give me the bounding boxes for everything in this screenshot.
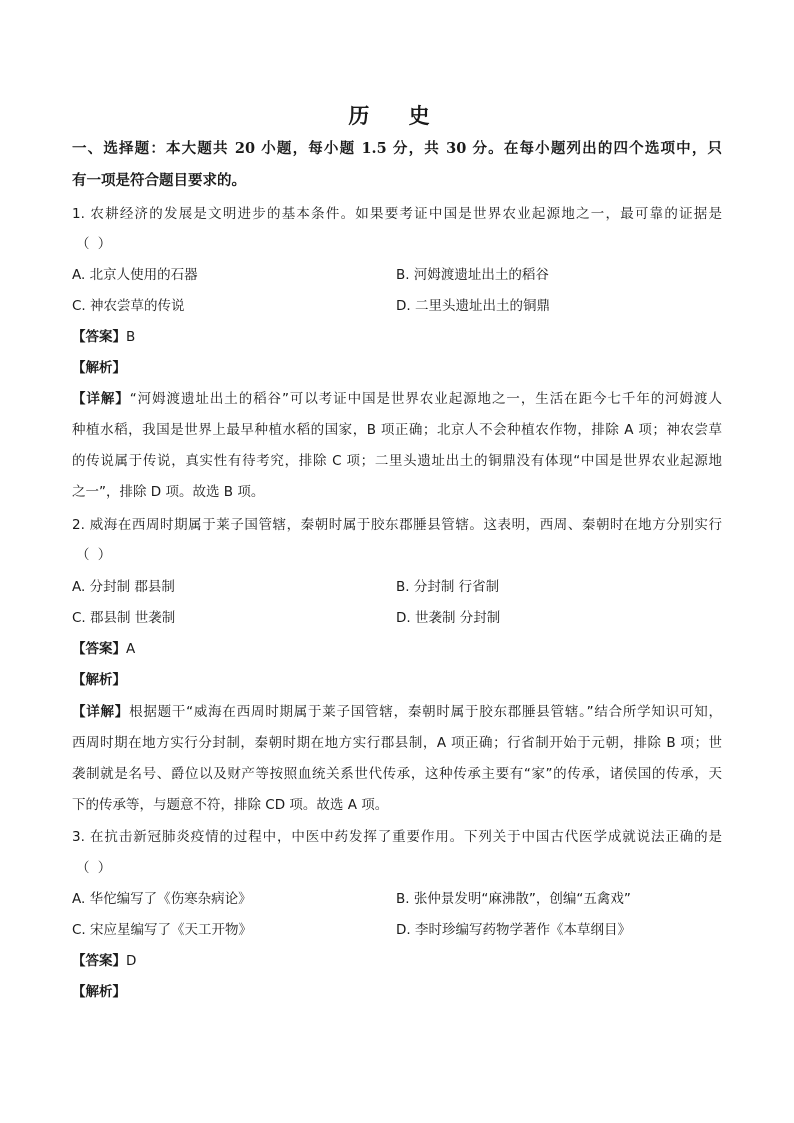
- question-1-detail-line-4: 之一”，排除 D 项。故选 B 项。: [72, 484, 265, 500]
- question-3-option-c: C. 宋应星编写了《天工开物》: [72, 922, 253, 938]
- answer-value: B: [126, 329, 136, 345]
- question-2-detail-line-1: [72, 702, 722, 722]
- detail-tag: 【详解】: [72, 391, 130, 407]
- answer-value: D: [126, 953, 137, 969]
- question-2-option-a: A. 分封制 郡县制: [72, 579, 175, 595]
- question-3-option-a: A. 华佗编写了《伤寒杂病论》: [72, 891, 252, 907]
- question-1-option-c: C. 神农尝草的传说: [72, 298, 185, 314]
- question-2-detail-line-2: 西周时期在地方实行分封制，秦朝时期在地方实行郡县制，A 项正确；行省制开始于元朝，排除 B 项；世: [72, 735, 722, 751]
- answer-tag: 【答案】: [72, 641, 126, 657]
- question-3-option-d: D. 李时珍编写药物学著作《本草纲目》: [396, 922, 631, 938]
- question-1-detail-line-2: 种植水稻，我国是世界上最早种植水稻的国家，B 项正确；北京人不会种植农作物，排除 A 项；神农尝草: [72, 422, 722, 438]
- question-3-stem: 3. 在抗击新冠肺炎疫情的过程中，中医中药发挥了重要作用。下列关于中国古代医学成就说法正确的是: [72, 829, 722, 845]
- answer-tag: 【答案】: [72, 953, 126, 969]
- question-2-detail-line-3: 袭制就是名号、爵位以及财产等按照血统关系世代传承，这种传承主要有“家”的传承，诸侯国的传承，天: [72, 766, 722, 782]
- answer-tag: 【答案】: [72, 329, 126, 345]
- question-1-option-d: D. 二里头遗址出土的铜鼎: [396, 298, 550, 314]
- question-2-option-c: C. 郡县制 世袭制: [72, 610, 176, 626]
- question-1-analysis-tag: 【解析】: [72, 360, 126, 376]
- question-2-option-b: B. 分封制 行省制: [396, 579, 500, 595]
- question-2-stem: 2. 威海在西周时期属于莱子国管辖，秦朝时属于胶东郡腄县管辖。这表明，西周、秦朝时在地方分别实行: [72, 517, 722, 533]
- question-2-analysis-tag: 【解析】: [72, 672, 126, 688]
- question-3-answer-blank: （ ）: [76, 860, 114, 876]
- question-2-answer-blank: （ ）: [76, 547, 114, 563]
- question-2-answer: [72, 639, 135, 659]
- question-1-option-a: A. 北京人使用的石器: [72, 267, 198, 283]
- section-heading-line-2: 有一项是符合题目要求的。: [72, 172, 246, 189]
- detail-text: 根据题干“威海在西周时期属于莱子国管辖，秦朝时属于胶东郡腄县管辖。”结合所学知识可知，: [129, 704, 722, 720]
- question-2-detail-line-4: 下的传承等，与题意不符，排除 CD 项。故选 A 项。: [72, 797, 389, 813]
- detail-text: “河姆渡遗址出土的稻谷”可以考证中国是世界农业起源地之一，生活在距今七千年的河姆渡人: [129, 391, 722, 407]
- question-1-detail-line-1: [72, 389, 722, 409]
- question-3-answer: [72, 951, 136, 971]
- question-1-answer: [72, 327, 135, 347]
- section-heading-line-1: 一、选择题：本大题共 20 小题，每小题 1.5 分，共 30 分。在每小题列出的四个选项中，只: [72, 140, 722, 157]
- detail-tag: 【详解】: [72, 704, 130, 720]
- question-1-stem: 1. 农耕经济的发展是文明进步的基本条件。如果要考证中国是世界农业起源地之一，最可靠的证据是: [72, 206, 722, 222]
- page-title: 历 史: [348, 103, 446, 128]
- question-2-option-d: D. 世袭制 分封制: [396, 610, 501, 626]
- question-3-analysis-tag: 【解析】: [72, 984, 126, 1000]
- answer-value: A: [126, 641, 136, 657]
- question-1-option-b: B. 河姆渡遗址出土的稻谷: [396, 267, 549, 283]
- question-1-detail-line-3: 的传说属于传说，真实性有待考究，排除 C 项；二里头遗址出土的铜鼎没有体现“中国是世界农业起源地: [72, 453, 722, 469]
- question-3-option-b: B. 张仲景发明“麻沸散”，创编“五禽戏”: [396, 891, 631, 907]
- question-1-answer-blank: （ ）: [76, 236, 114, 252]
